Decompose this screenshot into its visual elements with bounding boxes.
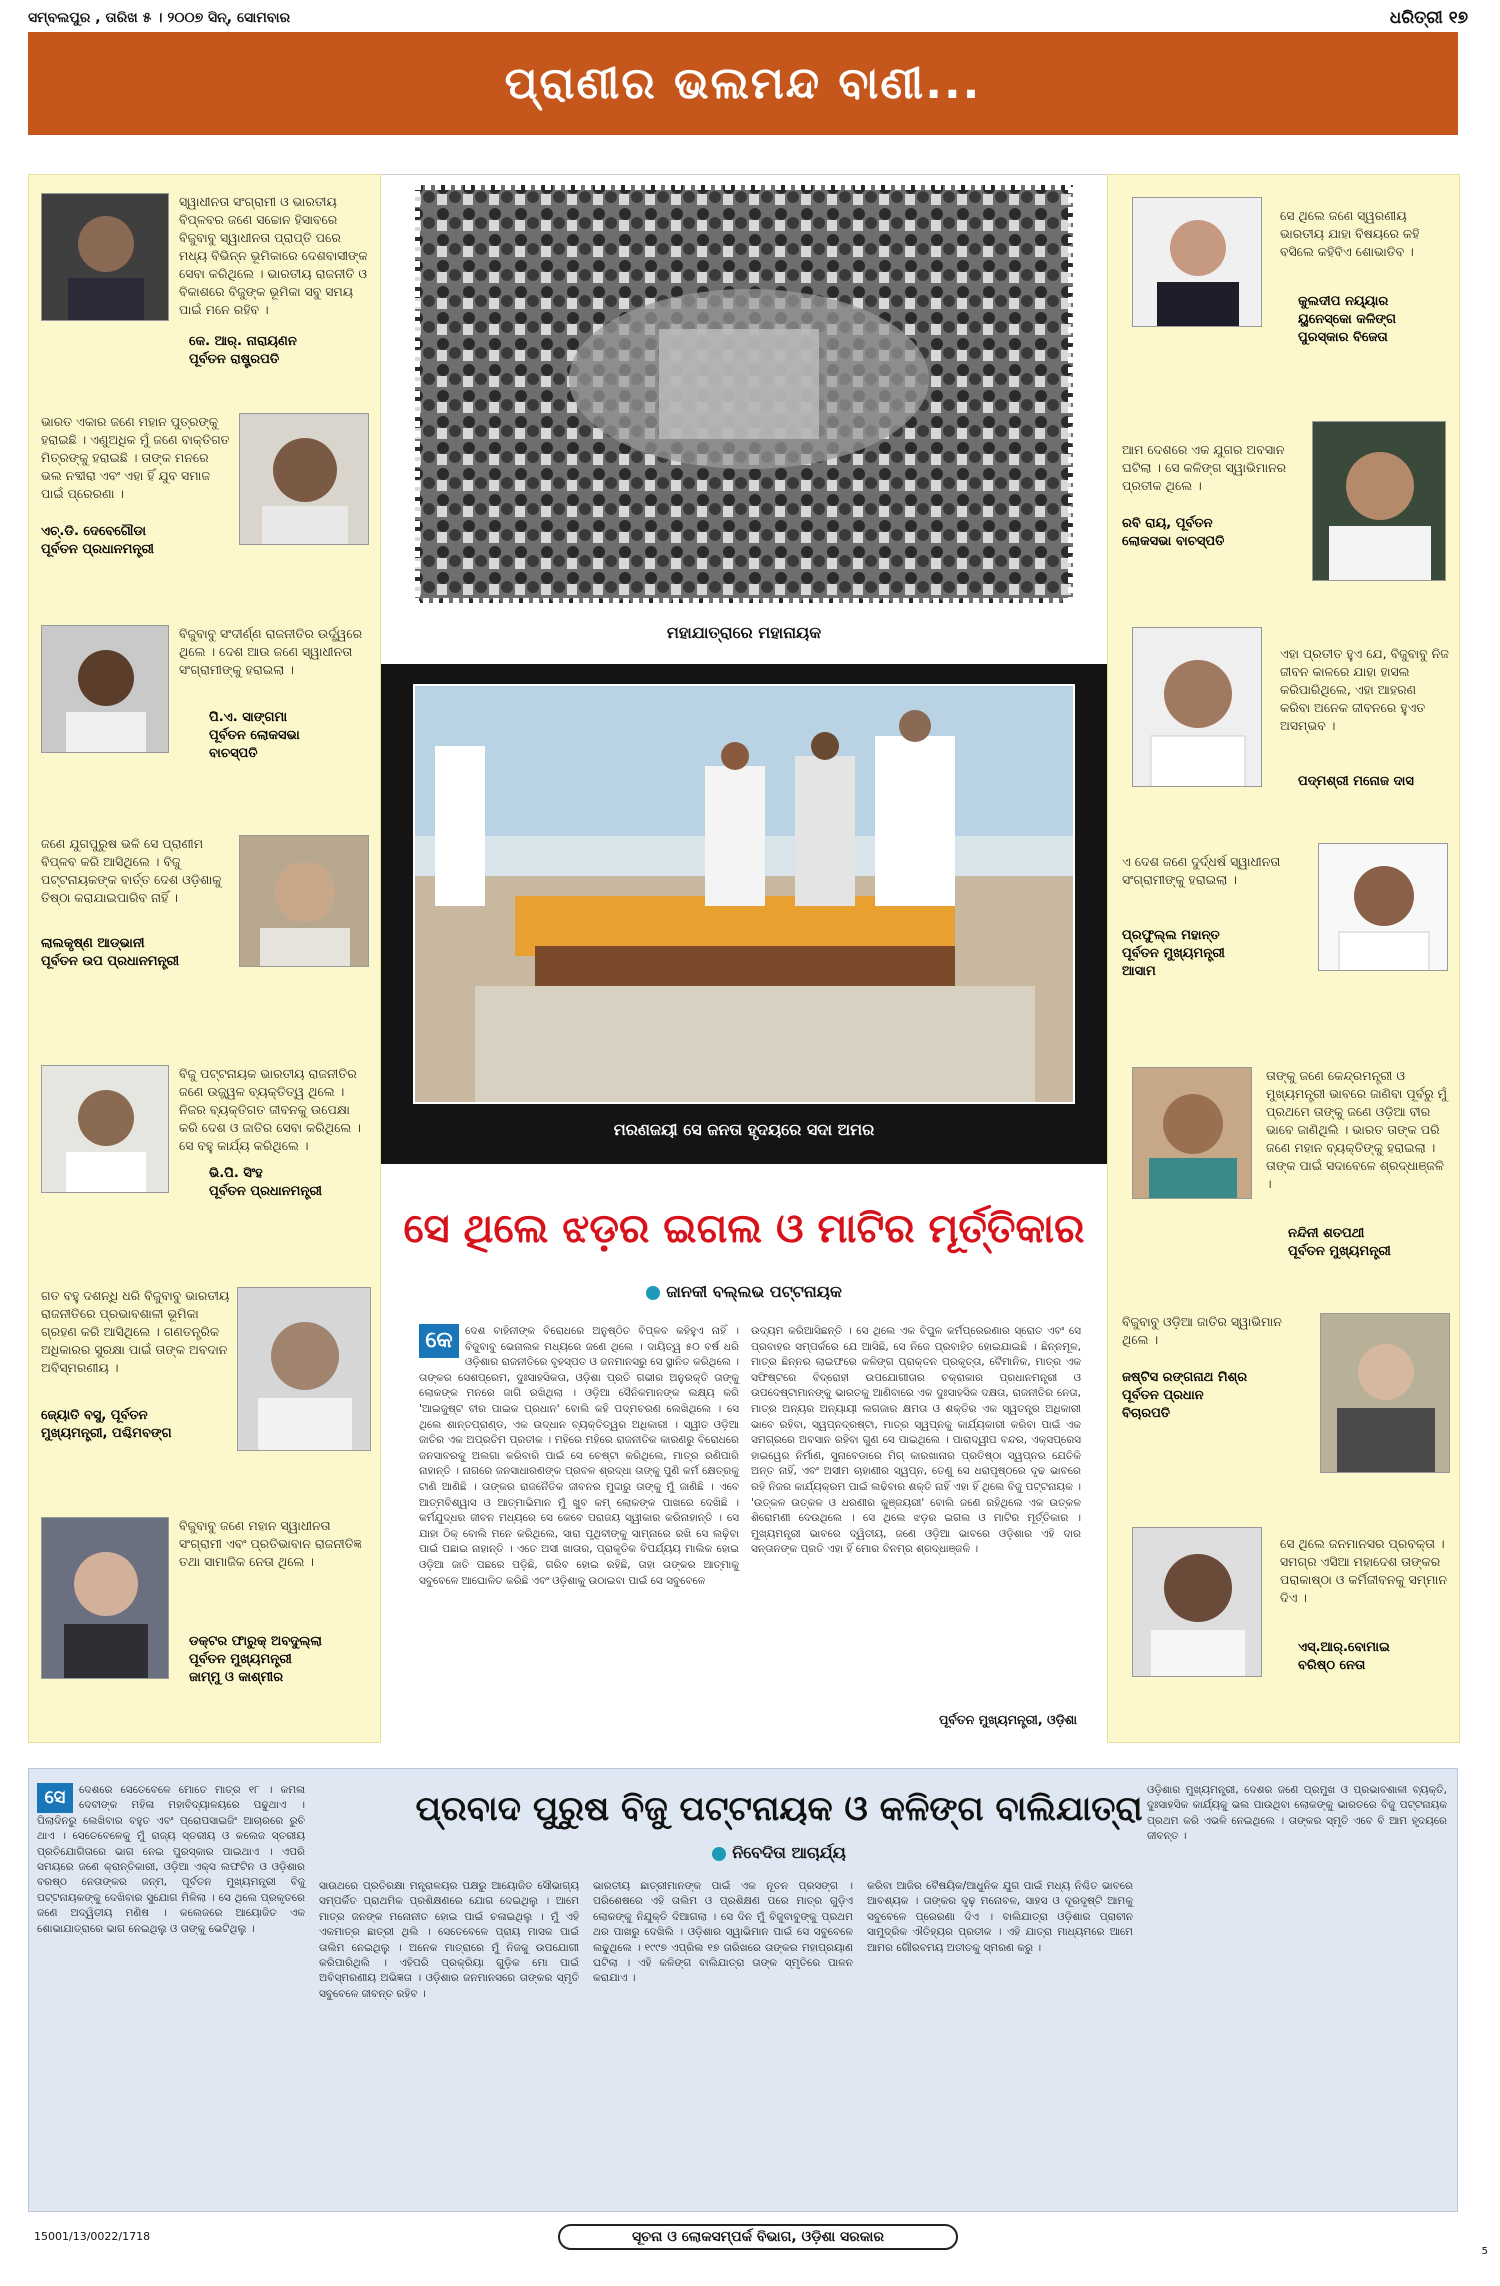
quote-text: ଭାରତ ଏକାର ଜଣେ ମହାନ ପୁତ୍ରଙ୍କୁ ହରାଇଛି । ଏଣୁଅଧିକ ମୁଁ ଜଣେ ବାକ୍ତିଗତ ମିତ୍ରଙ୍କୁ ହରାଇଛି । ତାଙ୍କ ମନରେ ଭଲ ନବ୍ଦୀରା ଏବଂ ଏହା ହିଁ ଯୁବ ସମାଜ ପାଇଁ ପ୍ରେରଣା । (41, 414, 230, 501)
page-footer (28, 2222, 1458, 2254)
portrait-photo (1132, 1067, 1252, 1199)
quote-author: ପଦ୍ମଶ୍ରୀ ମନୋଜ ଦାସ (1298, 774, 1414, 789)
cremation-photo (413, 684, 1075, 1104)
quote-author: ଜ୍ୟୋତି ବସୁ, ପୂର୍ବତନ ମୁଖ୍ୟମନ୍ତ୍ରୀ, ପଶ୍ଚିମବଙ୍ଗ (41, 1408, 172, 1441)
article2-column-1 (37, 1783, 305, 1937)
quote-author: କୁଲଦୀପ ନୟ୍ୟାର ୟୁନେସ୍କୋ କଳିଙ୍ଗ ପୁରସ୍କାର ବିଜେତା (1298, 294, 1397, 345)
quote-item (29, 193, 380, 393)
quote-author: ଲାଲକୃଷ୍ଣ ଆଡ୍‌ଭାନୀ ପୂର୍ବତନ ଉପ ପ୍ରଧାନମନ୍ତ୍ରୀ (41, 936, 180, 969)
quote-item (1108, 627, 1459, 827)
portrait-photo (1132, 627, 1262, 787)
portrait-photo (41, 193, 169, 321)
right-quotes-column (1107, 174, 1460, 1743)
quote-author: ଜଷ୍ଟିସ ରଙ୍ଗନାଥ ମିଶ୍ର ପୂର୍ବତନ ପ୍ରଧାନ ବିଚାରପତି (1122, 1370, 1248, 1421)
article-headline: ସେ ଥିଲେ ଝଡ଼ର ଇଗଲ ଓ ମାଟିର ମୂର୍ତ୍ତିକାର (403, 1206, 1085, 1252)
quote-author: ଭି.ପି. ସିଂହ ପୂର୍ବତନ ପ୍ରଧାନମନ୍ତ୍ରୀ (209, 1166, 323, 1199)
portrait-photo (41, 1517, 169, 1679)
quote-item (1108, 843, 1459, 1023)
quote-item (29, 835, 380, 1035)
quote-item (1108, 421, 1459, 601)
quote-author: ପ୍ରଫୁଲ୍ଲ ମହାନ୍ତ ପୂର୍ବତନ ମୁଖ୍ୟମନ୍ତ୍ରୀ ଆସାମ (1122, 928, 1225, 979)
quote-item (29, 1287, 380, 1487)
quote-author: ରବି ରାୟ, ପୂର୍ବତନ ଲୋକସଭା ବାଚସ୍ପତି (1122, 516, 1225, 549)
quote-text: ବିଜୁବାବୁ ଜଣେ ମହାନ ସ୍ୱାଧୀନତା ସଂଗ୍ରାମୀ ଏବଂ ପ୍ରତିଭାବାନ ରାଜନୀତିଜ୍ଞ ତଥା ସାମାଜିକ ନେତା ଥିଲେ । (179, 1518, 362, 1569)
bullet-dot-icon (712, 1847, 726, 1861)
article2-col5-text: ଓଡ଼ିଶାର ମୁଖ୍ୟମନ୍ତ୍ରୀ, ଦେଶର ଜଣେ ପ୍ରମୁଖ ଓ ପ୍ରଭାବଶାଳୀ ବ୍ୟକ୍ତି, ଦୁଃସାହସିକ କାର୍ଯ୍ୟକୁ ଭଲ ପାଉଥିବା ଲୋକଙ୍କୁ ଭାରତରେ ବିଜୁ ପଟ୍ଟନାୟକ ପ୍ରଥମ କରି ଏଭଳି ନେଇଥିଲେ । ତାଙ୍କର ସ୍ମୃତି ଏବେ ବି ଆମ ହୃଦୟରେ ଜୀବନ୍ତ । (1147, 1784, 1447, 1843)
quote-text: ଜଣେ ଯୁଗପୁରୁଷ ଭଳି ସେ ପ୍ରାଣୀମ ବିପ୍ଳବ କରି ଆସିଥିଲେ । ବିଜୁ ପଟ୍ଟନାୟକଙ୍କ ବାର୍ତ୍ତ ଦେଶ ଓଡ଼ିଶାକୁ ତିଷ୍ଠା କରାଯାଇପାରିବ ନାହିଁ । (41, 836, 222, 905)
portrait-photo (41, 1065, 169, 1193)
portrait-photo (41, 625, 169, 753)
article2-column-3 (593, 1879, 853, 1987)
page-banner (28, 32, 1458, 135)
quote-text: ଗତ ବହୁ ଦଶନ୍ଧି ଧରି ବିଜୁବାବୁ ଭାରତୀୟ ରାଜନୀତିରେ ପ୍ରଭାବଶାଳୀ ଭୂମିକା ଗ୍ରହଣ କରି ଆସିଥିଲେ । ଗଣତନ୍ତ୍ରିକ ଅଧିକାରର ସୁରକ୍ଷା ପାଇଁ ତାଙ୍କ ଅବଦାନ ଅବିସ୍ମରଣୀୟ । (41, 1288, 230, 1375)
quote-item (1108, 1313, 1459, 1493)
portrait-photo (1318, 843, 1448, 971)
article-column-2 (751, 1324, 1081, 1558)
cremation-caption: ମରଣଜୟୀ ସେ ଜନତା ହୃଦୟରେ ସଦା ଅମର (613, 1120, 875, 1139)
quote-text: ସେ ଥିଲେ ଜନମାନସର ପ୍ରବକ୍ତା । ସମଗ୍ର ଏସିଆ ମହାଦେଶ ତାଙ୍କର ପରାକାଷ୍ଠା ଓ କର୍ମିଜୀବନକୁ ସମ୍ମାନ ଦିଏ । (1280, 1536, 1447, 1605)
quote-text: ସେ ଥିଲେ ଜଣେ ସ୍ୱରଣୀୟ ଭାରତୀୟ ଯାହା ବିଷୟରେ କହି ବସିଲେ କହିବିଏ ଶୋଭାତିବ । (1280, 208, 1420, 259)
article-col2-text: ଉଦ୍ୟମ କରିଆସିଛନ୍ତି । ସେ ଥିଲେ ଏକ ବିପୁଳ କର୍ମପ୍ରେରଣାର ସ୍ରୋତ ଏବଂ ସେ ପ୍ରବାହର ସମ୍ପର୍କରେ ଯେ ଆସିଛି, ସେ ନିଜେ ପ୍ରବାହିତ ହୋଇଯାଇଛି । ଛିନ୍ନମୂଳ, ମାତ୍ର ଛିନ୍ନର ଲାଇଫରେ କଳିଙ୍ଗ ପ୍ରାକ୍ତନ ପ୍ରକୃତ୍ତା, ବୈମାନିକ, ମାତ୍ର ଏକ ସଫିଷ୍ଟରେ ବିଦ୍ରୋହୀ ଉପଯୋଗୀତାର ଚକ୍ରାକାର ପ୍ରଧାନମନ୍ତ୍ରୀ ଓ ଉପଦେଷ୍ଟାମାନଙ୍କୁ ଭାରତକୁ ଆଣିବାରେ ଏକ ଦୁଃସାହସିକ ଦକ୍ଷତା, ରାଜନୀତିର ନେତା, ମାତ୍ର ଅନ୍ୟର ଅନ୍ୟାୟୀ ଲଗଜାର କ୍ଷମତା ଓ ଶକ୍ତିର ଏକ ସ୍ୱତନ୍ତ୍ର ଅଧିକାରୀ ଭାବେ ରହିବା, ସ୍ୱପ୍ନଦ୍ରଷ୍ଟା, ମାତ୍ର ସ୍ୱପ୍ନକୁ କାର୍ଯ୍ୟକାରୀ କରିବା ପାଇଁ ଏକ ସମଗ୍ରରେ ଅବସାନ ରହିବା ଗୁଣ ସେ ପାଇଥିଲେ । ପାରାଦ୍ୱୀପ ବନ୍ଦର, ଏକ୍ସପ୍ରେସ ହାଇୱେର ନିର୍ମାଣ, ସୁନାବେଡାରେ ମିଗ୍ କାରଖାନାର ପ୍ରତିଷ୍ଠା ସ୍ୱପ୍ନର ଯେତିକି ଅନ୍ତ ନାହିଁ, ଏବଂ ଅସୀମ ଚାହାଣୀର ସ୍ୱପ୍ନ, ତେଣୁ ସେ ଧରାପୃଷ୍ଠରେ ଦୃଢ ଭାବରେ ରହି ନିଜର କାର୍ଯ୍ୟକ୍ରମ ପାଇଁ ଲଢିବାର ଶକ୍ତି ନାହିଁ ଏହା ହିଁ ଥିଲେ ବିଜୁ ପଟ୍ଟନାୟକ । 'ଉତ୍କଳ ଉତ୍କଳ ଓ ଧରଣୀର କୁଞ୍ଜୟରୀ' ବୋଲି ଜଣେ ରହିଥିଲେ ଏକ ଉତ୍କଳ ଶିରୋମଣୀ ଦେଉଥିଲେ । ସେ ଥିଲେ ଝଡ଼ର ଇଗଲ ଓ ମାଟିର ମୂର୍ତ୍ତିକାର । ମୁଖ୍ୟମନ୍ତ୍ରୀ ଭାବରେ ଦ୍ୱିତୀୟ, ଜଣେ ଓଡ଼ିଆ ଭାବରେ ଓଡ଼ିଶାର ଏହି ଦାର ସନ୍ତାନଙ୍କ ପ୍ରତି ଏହା ହିଁ ମୋର ବିନମ୍ର ଶ୍ରଦ୍ଧାଞ୍ଜଳି । (751, 1325, 1081, 1556)
page-number: 5 (1481, 2246, 1488, 2257)
procession-caption: ମହାଯାତ୍ରାରେ ମହାନାୟକ (666, 623, 822, 642)
quote-author: ଏସ୍‌.ଆର୍‌.ବୋମାଇ ବରିଷ୍ଠ ନେତା (1298, 1640, 1390, 1673)
dropcap: କେ (419, 1324, 459, 1358)
quote-item (29, 1065, 380, 1265)
quote-text: ବିଜୁବାବୁ ସଂଦୀର୍ଣ୍ଣ ରାଜନୀତିର ଉର୍ଦ୍ଧ୍ୱରେ ଥିଲେ । ଦେଶ ଆଉ ଜଣେ ସ୍ୱାଧୀନତା ସଂଗ୍ରାମୀଙ୍କୁ ହରାଇଲା । (179, 626, 363, 677)
quote-item (29, 413, 380, 613)
portrait-photo (239, 835, 369, 967)
release-code: 15001/13/0022/1718 (34, 2230, 151, 2243)
quote-text: ତାଙ୍କୁ ଜଣେ କେନ୍ଦ୍ରମନ୍ତ୍ରୀ ଓ ମୁଖ୍ୟମନ୍ତ୍ରୀ ଭାବରେ ଜାଣିବା ପୂର୍ବରୁ ମୁଁ ପ୍ରଥମେ ତାଙ୍କୁ ଜଣେ ଓଡ଼ିଆ ବୀର ଭାବେ ଜାଣିଥିଲି । ଭାରତ ତାଙ୍କ ପରି ଜଣେ ମହାନ ବ୍ୟକ୍ତିଙ୍କୁ ହରାଇଲା । ତାଙ୍କ ପାଇଁ ସଦାବେଳେ ଶ୍ରଦ୍ଧାଞ୍ଜଳି । (1266, 1068, 1448, 1191)
balijatra-article (28, 1768, 1458, 2212)
quote-author: ଡକ୍ଟର ଫାରୁକ୍‌ ଅବଦୁଲ୍ଲା ପୂର୍ବତନ ମୁଖ୍ୟମନ୍ତ୍ରୀ ଜାମ୍ମୁ ଓ କାଶ୍ମୀର (189, 1634, 322, 1685)
procession-photo (409, 179, 1079, 609)
article2-byline (329, 1843, 1229, 1863)
quote-item (29, 1517, 380, 1737)
article-signature: ପୂର୍ବତନ ମୁଖ୍ୟମନ୍ତ୍ରୀ, ଓଡ଼ିଶା (938, 1712, 1077, 1727)
department-credit: ସୂଚନା ଓ ଲୋକସମ୍ପର୍କ ବିଭାଗ, ଓଡ଼ିଶା ସରକାର (558, 2224, 958, 2250)
article-column-1 (419, 1324, 739, 1589)
bullet-dot-icon (646, 1286, 660, 1300)
quote-item (1108, 1527, 1459, 1727)
quote-author: ପି.ଏ. ସାଙ୍ଗମା ପୂର୍ବତନ ଲୋକସଭା ବାଚସ୍ପତି (209, 710, 300, 761)
page-tag: ଧରିତ୍ରୀ ୧୭ (1389, 8, 1468, 28)
article-byline (381, 1282, 1107, 1302)
portrait-photo (239, 413, 369, 545)
article2-column-2 (319, 1879, 579, 2002)
tribute-article (381, 1164, 1107, 1743)
top-dateline-bar (28, 8, 1468, 30)
portrait-photo (1312, 421, 1446, 581)
quote-text: ବିଜୁବାବୁ ଓଡ଼ିଆ ଜାତିର ସ୍ୱାଭିମାନ ଥିଲେ । (1122, 1314, 1282, 1347)
quote-text: ଆମ ଦେଶରେ ଏକ ଯୁଗର ଅବସାନ ଘଟିଲା । ସେ କଳିଙ୍ଗ ସ୍ୱାଭିମାନର ପ୍ରତୀକ ଥିଲେ । (1122, 442, 1287, 493)
article2-col1-text: ଦେଶରେ ସେତେବେଳେ ମୋତେ ମାତ୍ର ୧୮ । କମଳା ଦେବୀଙ୍କ ମହିଳା ମହାବିଦ୍ୟାଳୟରେ ପଢୁଥାଏ । ପିଲାଦିନରୁ ଲେଖିବାର ବହୁତ ଏବଂ ପ୍ରୋପସାଇଜିଂ ଆଚାରରେ ରୁଚି ଥାଏ । ସେତେବେଳେକୁ ମୁଁ ରାଜ୍ୟ ସ୍ତରୀୟ ଓ କଲେଜ ସ୍ତରୀୟ ପ୍ରତିଯୋଗିତାରେ ଭାଗ ନେଇ ପୁରସ୍କାର ପାଇଥାଏ । ଏପରି ସମୟରେ ଜଣେ କ୍ରାନ୍ତିକାରୀ, ଓଡ଼ିଆ ଏକ୍ସ ଲଫଟିନ ଓ ଓଡ଼ିଶାର ବରଷ୍ଠ ନେତାଙ୍କର ଜନ୍ମ, ପୂର୍ବତନ ମୁଖ୍ୟମନ୍ତ୍ରୀ ବିଜୁ ପଟ୍ଟନାୟକଙ୍କୁ ଦେଖିବାର ସୁଯୋଗ ମିଳିଲା । ସେ ଥିଲେ ପ୍ରକୃତରେ ଜଣେ ଅଦ୍ୱିତୀୟ ମଣିଷ । କଲେଜରେ ଆୟୋଜିତ ଏକ ଶୋଭାଯାତ୍ରାରେ ଭାଗ ନେଇଥିଲୁ ଓ ତାଙ୍କୁ ଭେଟିଥିଲୁ । (37, 1784, 305, 1935)
portrait-photo (237, 1287, 371, 1451)
byline-author: ଜାନକୀ ବଲ୍ଲଭ ପଟ୍ଟନାୟକ (666, 1282, 842, 1301)
quote-author: ଏଚ୍‌.ଡି. ଦେବେଗୌଡା ପୂର୍ବତନ ପ୍ରଧାନମନ୍ତ୍ରୀ (41, 524, 155, 557)
funeral-procession-section (381, 174, 1107, 664)
quote-item (1108, 1067, 1459, 1287)
quote-item (29, 625, 380, 825)
quote-text: ସ୍ୱାଧୀନତା ସଂଗ୍ରାମୀ ଓ ଭାରତୀୟ ବିପ୍ଳବର ଜଣେ ସଚ୍ଚୋନ ହିସାବରେ ବିଜୁବାବୁ ସ୍ୱାଧୀନତା ପ୍ରାପ୍ତି ପରେ ମଧ୍ୟ ବିଭିନ୍ନ ଭୂମିକାରେ ଦେଶବାସୀଙ୍କ ସେବା କରିଥିଲେ । ଭାରତୀୟ ରାଜନୀତି ଓ ବିକାଶରେ ବିଜୁଙ୍କ ଭୂମିକା ସବୁ ସମୟ ପାଇଁ ମନେ ରହିବ । (179, 194, 368, 317)
article2-headline: ପ୍ରବାଦ ପୁରୁଷ ବିଜୁ ପଟ୍ଟନାୟକ ଓ କଳିଙ୍ଗ ବାଲିଯାତ୍ରା (415, 1789, 1143, 1829)
article2-column-4 (867, 1879, 1133, 1956)
banner-title: ପ୍ରାଣୀର ଭଲମନ୍ଦ ବାଣୀ... (504, 58, 982, 109)
dropcap: ସେ (37, 1783, 73, 1813)
portrait-photo (1320, 1313, 1450, 1473)
left-quotes-column (28, 174, 381, 1743)
quote-item (1108, 197, 1459, 397)
quote-text: ବିଜୁ ପଟ୍ଟନାୟକ ଭାରତୀୟ ରାଜନୀତିର ଜଣେ ଉଜ୍ଜ୍ୱଳ ବ୍ୟକ୍ତିତ୍ୱ ଥିଲେ । ନିଜର ବ୍ୟକ୍ତିଗତ ଜୀବନକୁ ଉପେକ୍ଷା କରି ଦେଶ ଓ ଜାତିର ସେବା କରିଥିଲେ । ସେ ବହୁ କାର୍ଯ୍ୟ କରିଥିଲେ । (179, 1066, 361, 1153)
article2-col2-text: ସାଉଥରେ ପ୍ରତିରକ୍ଷା ମନ୍ତ୍ରାଳୟର ପକ୍ଷରୁ ଆୟୋଜିତ ସୌଭାଗ୍ୟ ସମ୍ପର୍କିତ ପ୍ରାଥମିକ ପ୍ରଶିକ୍ଷଣରେ ଯୋଗ ଦେଇଥିଲୁ । ଆମେ ମାତ୍ର ଜନଙ୍କ ମନୋନୀତ ହୋଇ ପାଇଁ ଚଳାଇଥିଲୁ । ମୁଁ ଏହି ଏକମାତ୍ର ଛାତ୍ରୀ ଥିଲି । ସେତେବେଳେ ପ୍ରାୟ ମାସକ ପାଇଁ ତାଲିମ ନେଇଥିଲୁ । ଅନେକ ମାତ୍ରାରେ ମୁଁ ନିଜକୁ ଉପଯୋଗୀ କରିପାରିଥିଲି । ଏହିପରି ପ୍ରକ୍ରିୟା ଗୁଡ଼ିକ ମୋ ପାଇଁ ଅବିସ୍ମରଣୀୟ ଅଭିଜ୍ଞତା । ଓଡ଼ିଶାର ଜନମାନସରେ ତାଙ୍କର ସ୍ମୃତି ସବୁବେଳେ ଜୀବନ୍ତ ରହିବ । (319, 1880, 579, 2000)
cremation-section (381, 664, 1107, 1164)
portrait-photo (1132, 197, 1262, 327)
quote-text: ଏହା ପ୍ରତୀତ ହୁଏ ଯେ, ବିଜୁବାବୁ ନିଜ ଜୀବନ କାଳରେ ଯାହା ହାସଲ କରିପାରିଥିଲେ, ଏହା ଆହରଣ କରିବା ଅନେକ ଜୀବନରେ ହୁଏତ ଅସମ୍ଭବ । (1280, 646, 1449, 733)
article2-column-5 (1147, 1783, 1447, 1845)
quote-author: ନନ୍ଦିନୀ ଶତପଥୀ ପୂର୍ବତନ ମୁଖ୍ୟମନ୍ତ୍ରୀ (1288, 1226, 1391, 1259)
article-col1-text: ଦେଶ ବାହିନୀଙ୍କ ବିରୋଧରେ ଅନୁଷ୍ଠିତ ବିପ୍ଳବ କହିହୁଏ ନାହିଁ । ବିଜୁବାବୁ ଭେନାଲକ ମଧ୍ୟରେ ଜଣେ ଥିଲେ । ଦାୟିତ୍ୱ ୫୦ ବର୍ଷ ଧରି ଓଡ଼ିଶାର ରାଜନୀତିରେ ବୃହସ୍ପତ ଓ ଜନମାନସରୁ ସେ ସ୍ଥାନିତ କରିଥିଲେ । ତାଙ୍କର ସେଶପ୍ରେମ, ଦୁଃସାହସିକତା, ଓଡ଼ିଶା ପ୍ରତି ଗଭୀର ଅନୁରକ୍ତି ତାଙ୍କୁ ଲୋକଙ୍କ ମନରେ ଜାଗି ରଖିଥିଲା । ଓଡ଼ିଆ ସୈନିକମାନଙ୍କ ଲକ୍ଷ୍ୟ କରି 'ଆଇଜୁଷ୍ଟ ବୀର ପାଇକ ପ୍ରଧାନ' ବୋଲି କହି ପଦ୍ମଚରଣ ଲେଖିଥିଲେ । ସେ ଥିଲେ ଶାନ୍ତପ୍ରାଣ୍ଡ, ଏକ ଉଦ୍ଧାନ ବ୍ୟକ୍ତିତ୍ୱର ଅଧିକାରୀ । ସ୍ୱୀତ ଓଡ଼ିଆ ଜାତିର ଏକ ଅପ୍ରତିମ ପ୍ରତୀକ । ମହିରେ ମହିରେ ରାଜନୀତିକ କାରଣରୁ ବିରୋଧରେ ଜନସାବରକୁ ଅଲଗା କରିବାରି ପାଇଁ ସେ ଚେଷ୍ଟା କରିଥିଲେ, ମାତ୍ର ରଣିପାରି ନାହାନ୍ତି । ନାଗରେ ଜନସାଧାରଣଙ୍କ ପ୍ରବଳ ଶ୍ରଦ୍ଧା ତାଙ୍କୁ ପୁଣି କର୍ମ କ୍ଷେତ୍ରକୁ ଟାଣି ଆଣିଛି । ତାଙ୍କର ରାଜନୈତିକ ଜୀବନର ମୁଦ୍ଦାରୁ ତାଙ୍କୁ ମୁଁ ଜାଣିଛି । ଏବେ ଆତ୍ମବିଶ୍ୱାସ ଓ ଆତ୍ମାଭିମାନ ମୁଁ ଖୁବ କମ୍ ଲୋକଙ୍କ ପାଖରେ ଦେଖିଛି । କର୍ମଯୁଦ୍ଧର ଜୀବନ ମଧ୍ୟରେ ସେ କେବେ ପରାଜୟ ସ୍ୱୀକାର କରିନାହାନ୍ତି । ସେ ଯାହା ଠିକ୍ ବୋଲି ମନେ କରିଥିଲେ, ସାରା ପୃଥିବୀଙ୍କୁ ସାମ୍ନାରେ ରଖି ସେ ଲଢ଼ିବା ପାଇଁ ପଛାଇ ନାହାନ୍ତି । ଏତେ ଅସୀ ଖାତାର, ପ୍ରାକୃତିକ ବିପର୍ଯ୍ୟୟ ମାଲିକ ହୋଇ ଓଡ଼ିଆ ଜାତି ପଛରେ ପଡ଼ିଛି, ଗରିବ ହୋଇ ରହିଛି, ତାହା ତାଙ୍କର ଆତ୍ମାକୁ ସବୁବେଳେ ଆଘୋଳିତ କରିଛି ଏବଂ ଓଡ଼ିଶାକୁ ଉଠାଇବା ପାଇଁ ସେ ସବୁବେଳେ (419, 1325, 739, 1587)
dateline: ସମ୍ବଲପୁର , ତାରିଖ ୫ । ୨୦୦୭ ସିନ୍‌, ସୋମବାର (28, 10, 291, 26)
article2-col4-text: କରିବା ଆଜିର ବୈଷୟିକ/ଆଧୁନିକ ଯୁଗ ପାଇଁ ମଧ୍ୟ ନିଶ୍ଚିତ ଭାବରେ ଆବଶ୍ୟକ । ତାଙ୍କର ଦୃଢ଼ ମନୋବଳ, ସାହସ ଓ ଦୂରଦୃଷ୍ଟି ଆମକୁ ସବୁବେଳେ ପ୍ରେରଣା ଦିଏ । ବାଲିଯାତ୍ରା ଓଡ଼ିଶାର ପ୍ରାଚୀନ ସାମୁଦ୍ରିକ ଐତିହ୍ୟର ପ୍ରତୀକ । ଏହି ଯାତ୍ରା ମାଧ୍ୟମରେ ଆମେ ଆମର ଗୌରବମୟ ଅତୀତକୁ ସ୍ମରଣ କରୁ । (867, 1880, 1133, 1954)
portrait-photo (1132, 1527, 1262, 1677)
article2-col3-text: ଭାରତୀୟ ଛାତ୍ରୀମାନଙ୍କ ପାଇଁ ଏକ ନୂତନ ପ୍ରସଙ୍ଗ । ପରିଶେଷରେ ଏହି ତାଲିମ ଓ ପ୍ରଶିକ୍ଷଣ ପରେ ମାତ୍ର ଗୁଡ଼ିଏ ଲୋକଙ୍କୁ ନିଯୁକ୍ତି ଦିଆଗଲା । ସେ ଦିନ ମୁଁ ବିଜୁବାବୁଙ୍କୁ ପ୍ରଥମ ଥର ପାଖରୁ ଦେଖିଲି । ଓଡ଼ିଶାର ସ୍ୱାଭିମାନ ପାଇଁ ସେ ସବୁବେଳେ ଲଢୁଥିଲେ । ୧୯୯୭ ଏପ୍ରିଲ ୧୭ ତାରିଖରେ ତାଙ୍କର ମହାପ୍ରୟାଣ ଘଟିଲା । ଏହି କଳିଙ୍ଗ ବାଲିଯାତ୍ରା ତାଙ୍କ ସ୍ମୃତିରେ ପାଳନ କରାଯାଏ । (593, 1880, 853, 1985)
quote-author: କେ. ଆର୍‌. ନାରାୟଣନ ପୂର୍ବତନ ରାଷ୍ଟ୍ରପତି (189, 334, 297, 367)
byline2-author: ନିବେଦିତା ଆଚାର୍ଯ୍ୟ (732, 1843, 846, 1862)
quote-text: ଏ ଦେଶ ଜଣେ ଦୁର୍ଦ୍ଧର୍ଷ ସ୍ୱାଧୀନତା ସଂଗ୍ରାମୀଙ୍କୁ ହରାଇଲା । (1122, 854, 1281, 887)
